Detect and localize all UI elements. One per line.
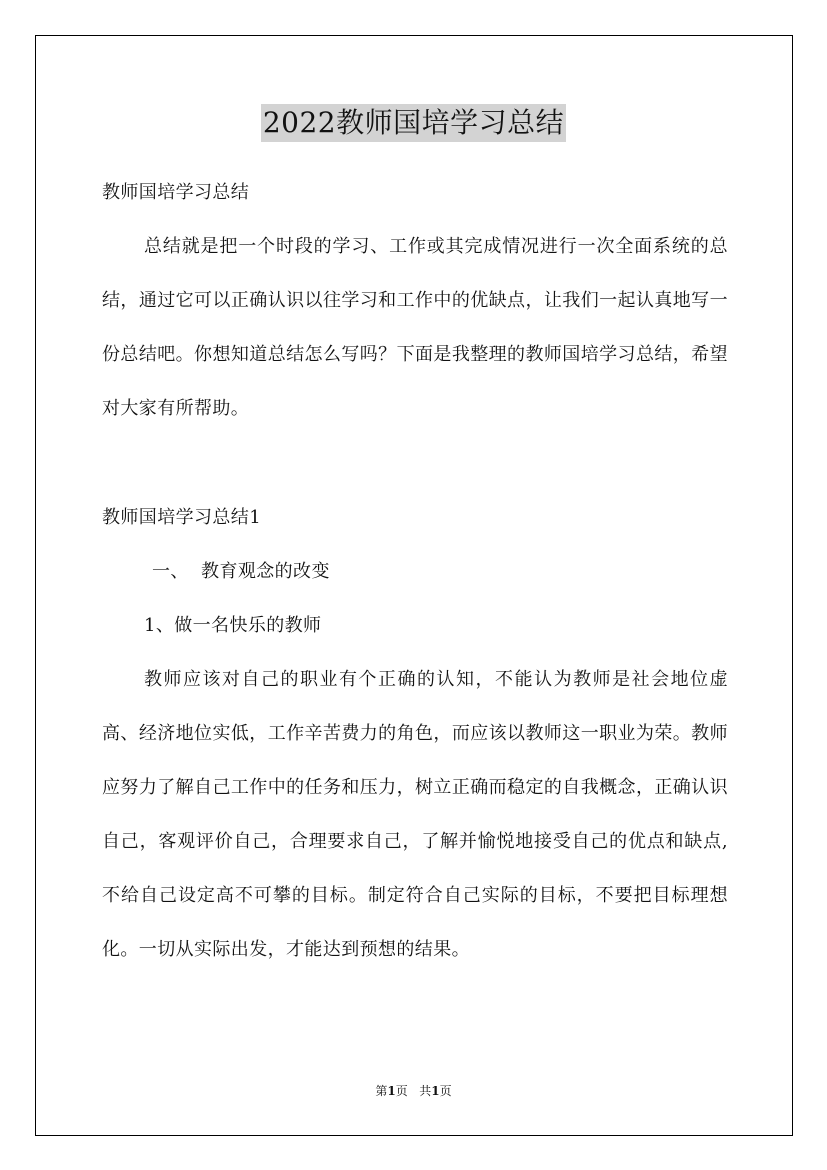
document-subtitle: 教师国培学习总结 [102,182,250,203]
section-title: 教师国培学习总结1 [102,507,262,528]
title-container [0,104,827,142]
page-suffix: 页 [395,1084,408,1098]
page-total: 1 [431,1084,440,1098]
intro-paragraph: 总结就是把一个时段的学习、工作或其完成情况进行一次全面系统的总结，通过它可以正确认识以往学习和工作中的优缺点，让我们一起认真地写一份总结吧。你想知道总结怎么写吗？下面是我整理的教师国培学习总结，希望对大家有所帮助。 [102,236,728,419]
page-current: 1 [387,1084,396,1098]
page-footer [0,1083,827,1099]
heading-level-2: 1、做一名快乐的教师 [144,615,322,636]
total-suffix: 页 [439,1084,452,1098]
heading-level-1-text: 一、 教育观念的改变 [152,561,330,582]
body-paragraph: 教师应该对自己的职业有个正确的认知，不能认为教师是社会地位虚高、经济地位实低，工作辛苦费力的角色，而应该以教师这一职业为荣。教师应努力了解自己工作中的任务和压力，树立正确而稳定的自我概念，正确认识自己，客观评价自己，合理要求自己，了解并愉悦地接受自己的优点和缺点,不给自己设定高不可攀的目标。制定符合自己实际的目标，不要把目标理想化。一切从实际出发，才能达到预想的结果。 [102,669,728,960]
heading-level-1 [102,545,778,599]
total-prefix: 共 [419,1084,432,1098]
page-prefix: 第 [375,1084,388,1098]
document-title: 2022教师国培学习总结 [261,104,566,142]
